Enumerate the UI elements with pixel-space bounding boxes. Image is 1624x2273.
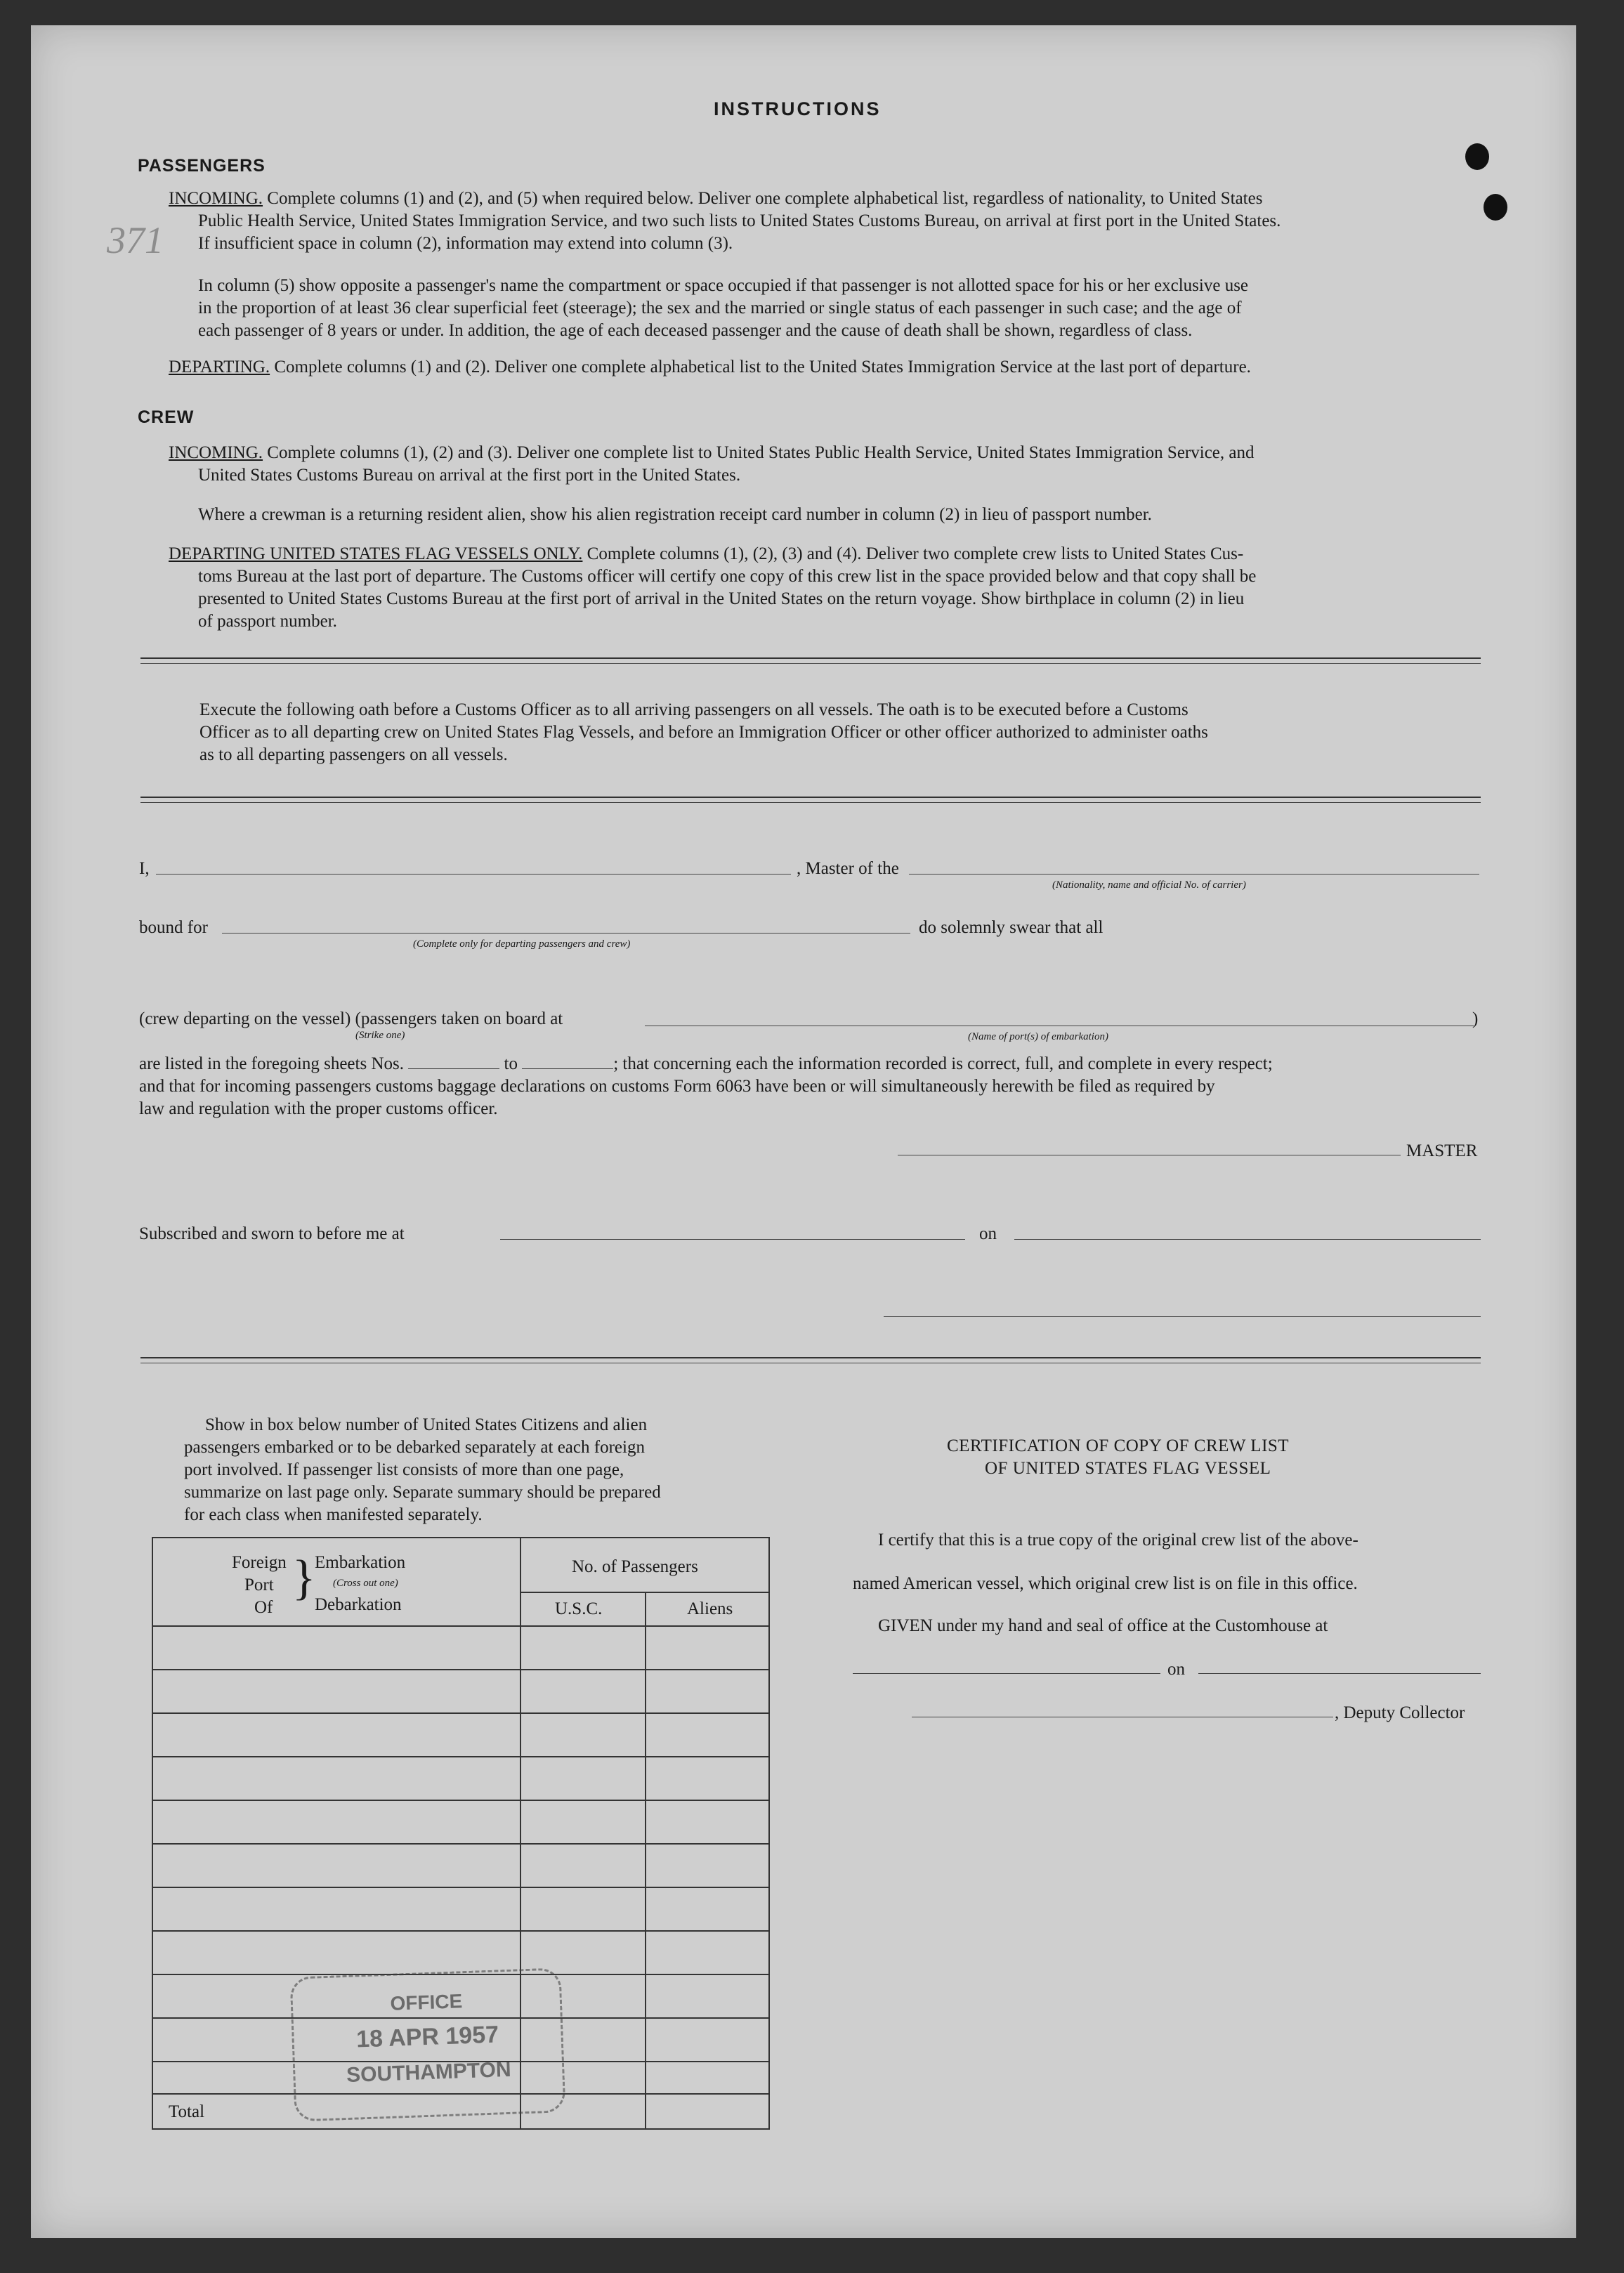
listed-sheets — [139, 1052, 1273, 1075]
page-title: INSTRUCTIONS — [714, 98, 882, 119]
table-divider — [645, 1592, 646, 2128]
listed-to: to — [504, 1054, 518, 1073]
incoming-text: Complete columns (1) and (2), and (5) when required below. Deliver one complete alphabetical list, regardless of nationality, to United States — [267, 189, 1263, 208]
bound-for-label: bound for — [139, 918, 208, 937]
strike-one-note: (Strike one) — [355, 1030, 405, 1041]
subscribed-label: Subscribed and sworn to before me at — [139, 1224, 405, 1243]
crew-departing — [169, 542, 1243, 565]
crew-incoming-line: United States Customs Bureau on arrival at the first port in the United States. — [198, 466, 741, 485]
certification-title: OF UNITED STATES FLAG VESSEL — [985, 1459, 1271, 1478]
bound-for-field[interactable] — [222, 933, 910, 934]
document-page — [31, 25, 1576, 2238]
table-row — [153, 1712, 768, 1714]
column5-text: each passenger of 8 years or under. In addition, the age of each deceased passenger and the cause of death shall be shown, regardless of class. — [198, 321, 1193, 340]
swear-text: do solemnly swear that all — [919, 918, 1104, 937]
oath-line: and that for incoming passengers customs baggage declarations on customs Form 6063 have been or will simultaneously herewith be filed as required by — [139, 1077, 1215, 1096]
sheet-to-field[interactable] — [522, 1053, 613, 1069]
crew-incoming-label: INCOMING. — [169, 443, 263, 462]
crew-departing-line: presented to United States Customs Bureau at the first port of arrival in the United States on the return voyage. Show birthplace in column (2) in lieu — [198, 589, 1245, 608]
oath-master-of: , Master of the — [797, 859, 899, 878]
officer-signature-field[interactable] — [884, 1316, 1481, 1317]
table-row — [153, 1930, 768, 1932]
certification-given: GIVEN under my hand and seal of office at the Customhouse at — [878, 1616, 1328, 1635]
passengers-incoming — [169, 187, 1262, 210]
office-stamp — [290, 1967, 566, 2121]
certification-date-field[interactable] — [1198, 1673, 1481, 1674]
table-row — [153, 1669, 768, 1670]
header-embarkation: Embarkation — [315, 1553, 406, 1572]
table-row — [153, 1887, 768, 1888]
crew-incoming — [169, 441, 1255, 464]
embarkation-note: (Name of port(s) of embarkation) — [968, 1031, 1108, 1042]
sworn-place-field[interactable] — [500, 1239, 965, 1240]
passengers-incoming-line: If insufficient space in column (2), information may extend into column (3). — [198, 234, 733, 253]
margin-number: 371 — [107, 219, 164, 261]
listed-b: ; that concerning each the information recorded is correct, full, and complete in every respect; — [613, 1054, 1273, 1073]
header-cross-out: (Cross out one) — [333, 1578, 398, 1589]
master-name-field[interactable] — [156, 874, 791, 875]
sworn-on-label: on — [979, 1224, 997, 1243]
section-divider — [140, 802, 1481, 803]
oath-intro: Execute the following oath before a Customs Officer as to all arriving passengers on all vessels. The oath is to be executed before a Customs — [199, 700, 1188, 719]
header-debarkation: Debarkation — [315, 1595, 402, 1614]
stamp-line: SOUTHAMPTON — [346, 2057, 512, 2088]
passengers-incoming-line: Public Health Service, United States Immigration Service, and two such lists to United States Customs Bureau, on arrival at first port in the United States. — [198, 211, 1281, 230]
table-divider — [153, 1625, 768, 1627]
header-aliens: Aliens — [687, 1599, 733, 1618]
summary-note: summarize on last page only. Separate summary should be prepared — [184, 1483, 661, 1502]
crew-departing-line: of passport number. — [198, 612, 337, 631]
crew-heading: CREW — [138, 407, 195, 427]
table-row — [153, 1756, 768, 1757]
deputy-collector-label: , Deputy Collector — [1335, 1703, 1465, 1722]
certification-text: I certify that this is a true copy of the original crew list of the above- — [878, 1531, 1358, 1550]
customhouse-field[interactable] — [853, 1673, 1160, 1674]
crew-alien-text: Where a crewman is a returning resident alien, show his alien registration receipt card number in column (2) in lieu of passport number. — [198, 505, 1152, 524]
crew-departing-line: toms Bureau at the last port of departure. The Customs officer will certify one copy of this crew list in the space provided below and that copy shall be — [198, 567, 1257, 586]
table-row — [153, 1800, 768, 1801]
section-divider — [140, 1357, 1481, 1358]
header-num-passengers: No. of Passengers — [572, 1557, 698, 1576]
departing-label: DEPARTING. — [169, 358, 270, 376]
summary-note: for each class when manifested separately. — [184, 1505, 483, 1524]
oath-line: law and regulation with the proper customs officer. — [139, 1099, 498, 1118]
oath-i-label: I, — [139, 859, 150, 878]
sworn-date-field[interactable] — [1014, 1239, 1481, 1240]
certification-on: on — [1167, 1660, 1185, 1679]
oath-intro: Officer as to all departing crew on United States Flag Vessels, and before an Immigration Officer or other officer authorized to administer oaths — [199, 723, 1208, 742]
certification-title: CERTIFICATION OF COPY OF CREW LIST — [947, 1436, 1290, 1455]
listed-a: are listed in the foregoing sheets Nos. — [139, 1054, 404, 1073]
punch-hole — [1465, 143, 1489, 170]
carrier-field[interactable] — [909, 874, 1479, 875]
oath-intro: as to all departing passengers on all vessels. — [199, 745, 508, 764]
column5-text: in the proportion of at least 36 clear superficial feet (steerage); the sex and the married or single status of each passenger in such case; and the age of — [198, 299, 1242, 317]
header-of: Of — [254, 1598, 273, 1617]
table-row — [153, 1843, 768, 1845]
summary-note: passengers embarked or to be debarked separately at each foreign — [184, 1438, 645, 1457]
incoming-label: INCOMING. — [169, 189, 263, 208]
bound-for-note: (Complete only for departing passengers and crew) — [413, 938, 631, 950]
header-port: Port — [244, 1576, 274, 1594]
column5-text: In column (5) show opposite a passenger's name the compartment or space occupied if that passenger is not allotted space for his or her exclusive use — [198, 276, 1249, 295]
summary-note: port involved. If passenger list consists of more than one page, — [184, 1460, 624, 1479]
total-label: Total — [169, 2102, 205, 2121]
passengers-departing — [169, 355, 1251, 379]
passengers-heading: PASSENGERS — [138, 156, 266, 176]
section-divider — [140, 663, 1481, 664]
punch-hole — [1484, 194, 1507, 221]
crew-departing-oath: (crew departing on the vessel) (passengers taken on board at — [139, 1009, 563, 1028]
summary-note: Show in box below number of United States Citizens and alien — [205, 1415, 648, 1434]
certification-text: named American vessel, which original crew list is on file in this office. — [853, 1574, 1358, 1593]
departing-text: Complete columns (1) and (2). Deliver one complete alphabetical list to the United States Immigration Service at the last port of departure. — [274, 358, 1251, 376]
stamp-line: 18 APR 1957 — [355, 2021, 499, 2053]
sheet-from-field[interactable] — [408, 1053, 499, 1069]
section-divider — [140, 657, 1481, 659]
crew-departing-text: Complete columns (1), (2), (3) and (4). Deliver two complete crew lists to United States Cus- — [587, 544, 1244, 563]
header-foreign: Foreign — [232, 1553, 287, 1572]
header-usc: U.S.C. — [555, 1599, 603, 1618]
close-paren: ) — [1472, 1009, 1479, 1028]
crew-incoming-text: Complete columns (1), (2) and (3). Deliver one complete list to United States Public Health Service, United States Immigration Service, and — [267, 443, 1255, 462]
section-divider — [140, 797, 1481, 798]
master-label: MASTER — [1406, 1141, 1478, 1160]
crew-departing-label: DEPARTING UNITED STATES FLAG VESSELS ONLY. — [169, 544, 583, 563]
stamp-line: OFFICE — [390, 1990, 463, 2015]
brace: } — [292, 1551, 316, 1605]
carrier-note: (Nationality, name and official No. of carrier) — [1052, 879, 1246, 891]
table-divider — [520, 1592, 768, 1593]
